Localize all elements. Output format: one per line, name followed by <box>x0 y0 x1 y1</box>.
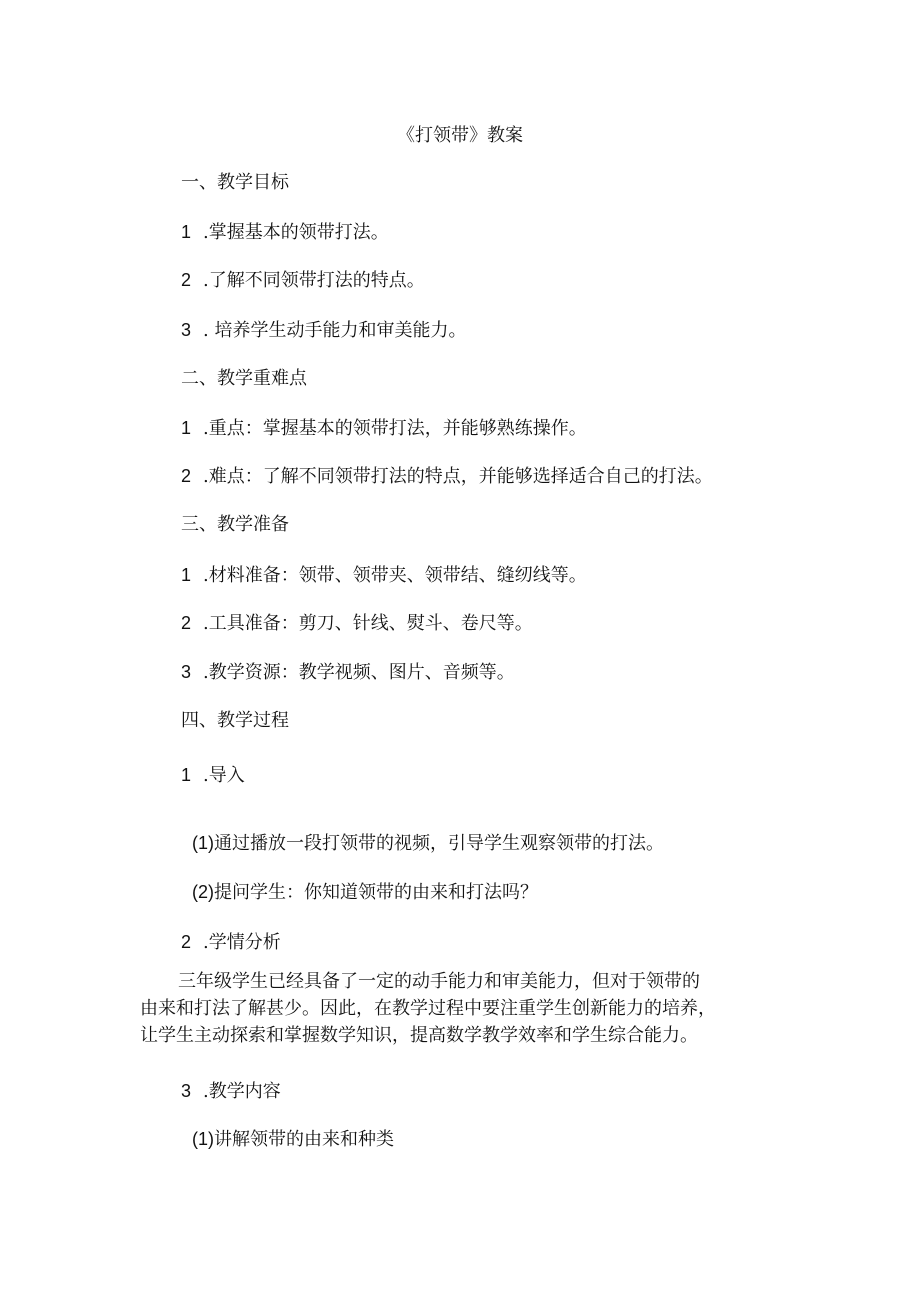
goal-item-1 <box>181 220 389 245</box>
item-text: .了解不同领带打法的特点。 <box>203 270 425 291</box>
item-number: 1 <box>181 418 192 438</box>
sub-item-number: (1) <box>192 833 214 853</box>
analysis-paragraph-line-2: 由来和打法了解甚少。因此，在教学过程中要注重学生创新能力的培养， <box>140 998 716 1019</box>
prep-item-2 <box>181 611 533 636</box>
sub-item-text: 通过播放一段打领带的视频，引导学生观察领带的打法。 <box>214 833 664 854</box>
item-number: 2 <box>181 932 192 952</box>
item-number: 1 <box>181 765 192 785</box>
process-step-1-sub-2 <box>192 880 538 905</box>
item-text: .工具准备：剪刀、针线、熨斗、卷尺等。 <box>203 613 533 634</box>
sub-item-text: 讲解领带的由来和种类 <box>214 1129 394 1150</box>
item-number: 2 <box>181 466 192 486</box>
goal-item-2 <box>181 268 425 293</box>
document-title: 《打领带》教案 <box>397 125 523 146</box>
sub-item-text: 提问学生：你知道领带的由来和打法吗？ <box>214 882 538 903</box>
key-point-item-1 <box>181 416 587 441</box>
item-text: .难点：了解不同领带打法的特点，并能够选择适合自己的打法。 <box>203 466 713 487</box>
goal-item-3 <box>181 318 466 343</box>
prep-item-3 <box>181 660 515 685</box>
item-number: 2 <box>181 613 192 633</box>
section-heading-key-points: 二、教学重难点 <box>181 368 307 389</box>
item-text: .掌握基本的领带打法。 <box>203 222 389 243</box>
item-number: 2 <box>181 270 192 290</box>
process-step-1-sub-1 <box>192 831 664 856</box>
process-step-3 <box>181 1079 281 1104</box>
item-number: 1 <box>181 222 192 242</box>
sub-item-number: (2) <box>192 882 214 902</box>
item-number: 3 <box>181 320 192 340</box>
section-heading-process: 四、教学过程 <box>181 710 289 731</box>
item-text: .教学内容 <box>203 1081 281 1102</box>
key-point-item-2 <box>181 464 713 489</box>
item-text: .学情分析 <box>203 932 281 953</box>
item-text: . 培养学生动手能力和审美能力。 <box>203 320 467 341</box>
analysis-paragraph-line-3: 让学生主动探索和掌握数学知识，提高数学教学效率和学生综合能力。 <box>140 1025 698 1046</box>
analysis-paragraph-line-1: 三年级学生已经具备了一定的动手能力和审美能力，但对于领带的 <box>178 971 700 992</box>
item-text: .教学资源：教学视频、图片、音频等。 <box>203 662 515 683</box>
process-step-1 <box>181 763 245 788</box>
item-number: 3 <box>181 662 192 682</box>
item-text: .重点：掌握基本的领带打法，并能够熟练操作。 <box>203 418 587 439</box>
item-text: .导入 <box>203 765 245 786</box>
item-number: 3 <box>181 1081 192 1101</box>
process-step-2 <box>181 930 281 955</box>
process-step-3-sub-1 <box>192 1127 394 1152</box>
prep-item-1 <box>181 563 587 588</box>
section-heading-preparation: 三、教学准备 <box>181 514 289 535</box>
item-number: 1 <box>181 565 192 585</box>
section-heading-goals: 一、教学目标 <box>181 172 289 193</box>
item-text: .材料准备：领带、领带夹、领带结、缝纫线等。 <box>203 565 587 586</box>
sub-item-number: (1) <box>192 1129 214 1149</box>
